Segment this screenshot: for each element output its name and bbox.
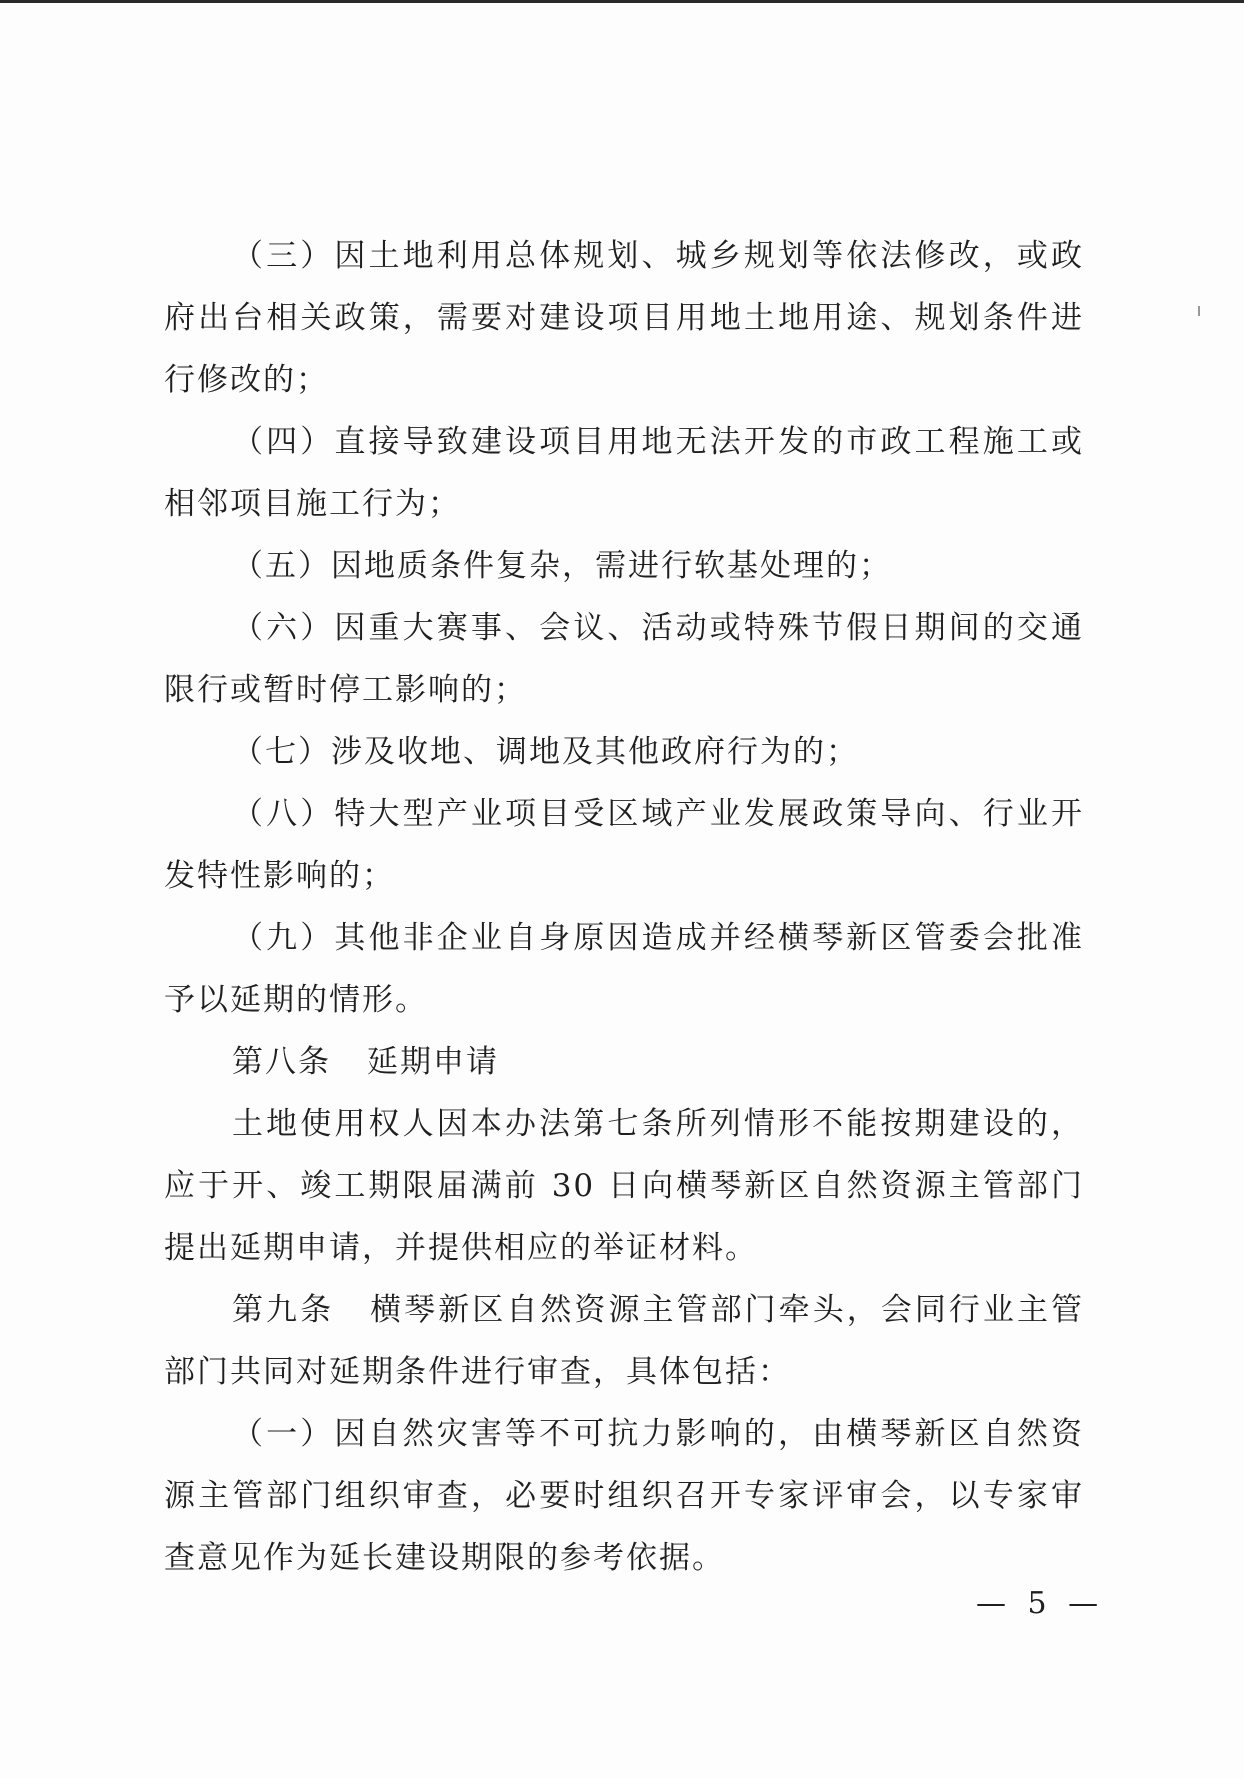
clause-7: （七）涉及收地、调地及其他政府行为的； — [232, 734, 859, 770]
page-number: — 5 — — [976, 1586, 1105, 1621]
clause-8: （八）特大型产业项目受区域产业发展政策导向、行业开发特性影响的； — [164, 796, 1084, 894]
article-9-paragraph — [164, 1279, 1084, 1403]
clause-4: （四）直接导致建设项目用地无法开发的市政工程施工或相邻项目施工行为； — [164, 424, 1084, 522]
article-9-item-1: （一）因自然灾害等不可抗力影响的，由横琴新区自然资源主管部门组织审查，必要时组织召开专家评审会，以专家审查意见作为延长建设期限的参考依据。 — [164, 1416, 1084, 1576]
clause-3: （三）因土地利用总体规划、城乡规划等依法修改，或政府出台相关政策，需要对建设项目用地土地用途、规划条件进行修改的； — [164, 238, 1084, 398]
document-body — [164, 225, 1084, 1589]
article-8-number: 第八条 — [232, 1044, 331, 1080]
article-8-heading — [164, 1031, 1084, 1093]
scan-speck — [1198, 306, 1200, 316]
scan-top-edge — [0, 0, 1244, 3]
clause-9: （九）其他非企业自身原因造成并经横琴新区管委会批准予以延期的情形。 — [164, 920, 1084, 1018]
article-8-body: 土地使用权人因本办法第七条所列情形不能按期建设的，应于开、竣工期限届满前 30 日向横琴新区自然资源主管部门提出延期申请，并提供相应的举证材料。 — [164, 1106, 1084, 1266]
clause-5: （五）因地质条件复杂，需进行软基处理的； — [232, 548, 892, 584]
article-9-body: 横琴新区自然资源主管部门牵头，会同行业主管部门共同对延期条件进行审查，具体包括： — [164, 1292, 1085, 1390]
article-8-title: 延期申请 — [367, 1044, 499, 1080]
clause-6: （六）因重大赛事、会议、活动或特殊节假日期间的交通限行或暂时停工影响的； — [164, 610, 1084, 708]
article-9-number: 第九条 — [232, 1292, 335, 1328]
